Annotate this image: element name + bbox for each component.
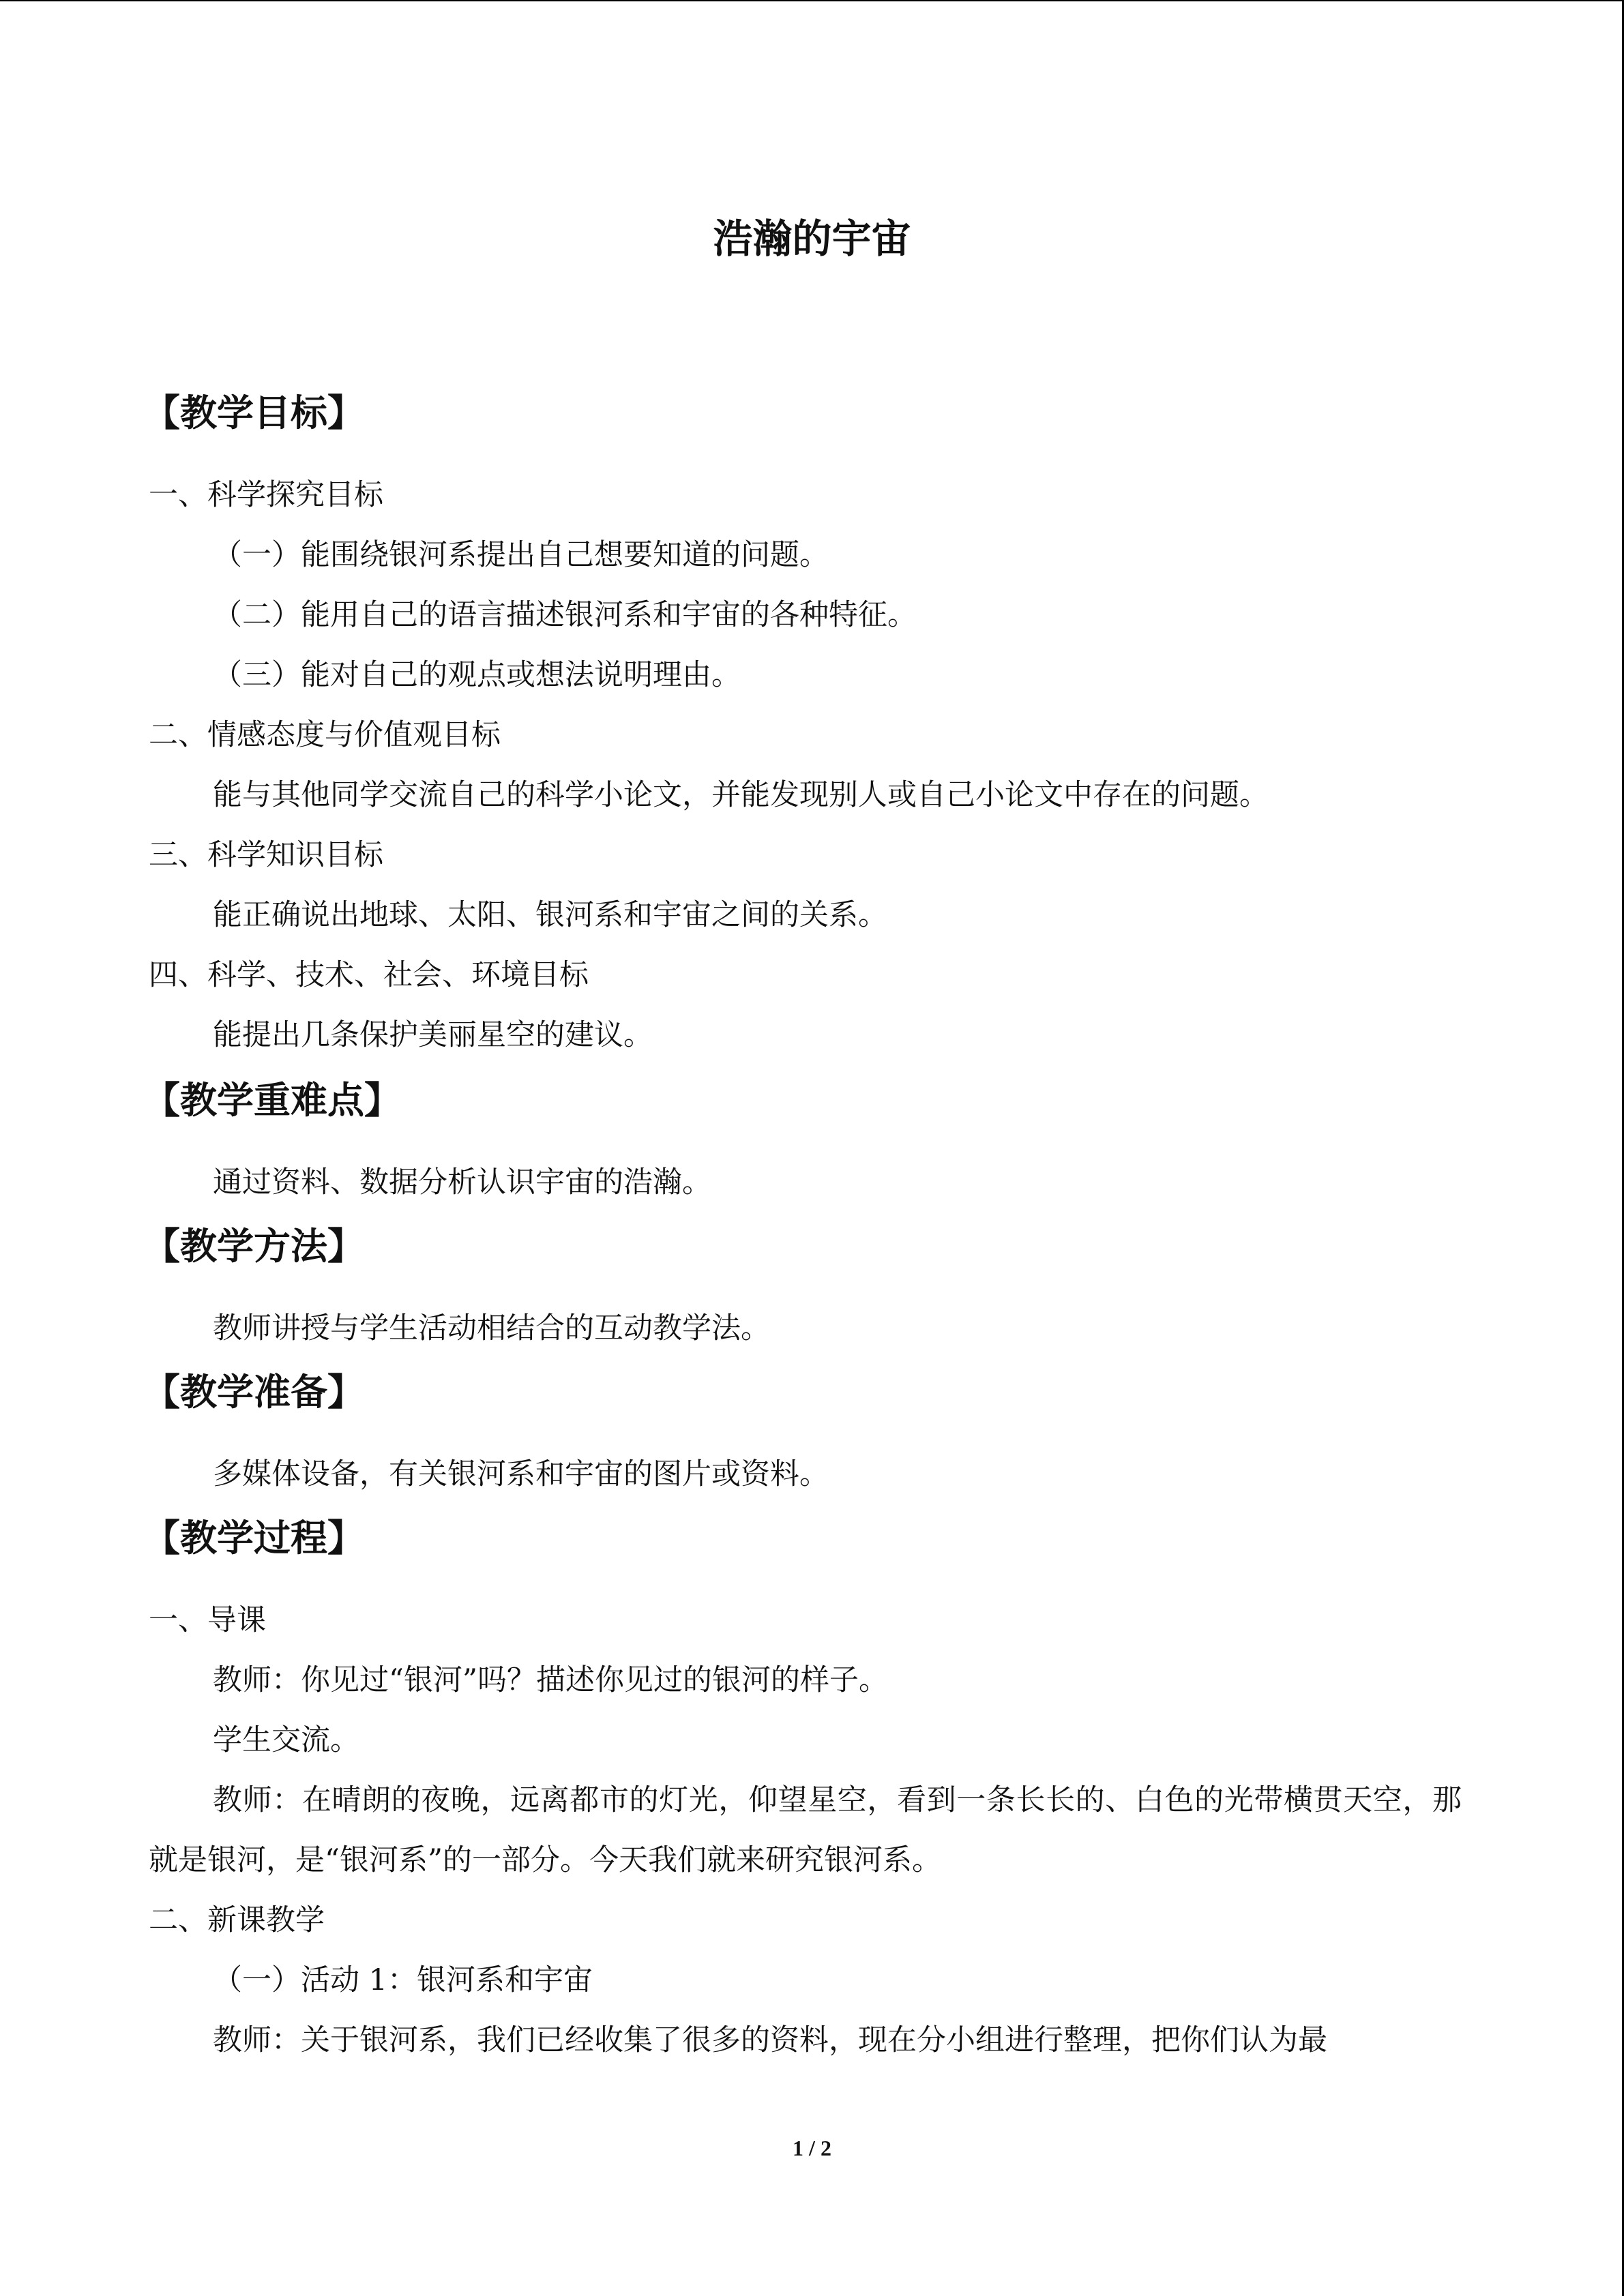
goal-science-inquiry-item-2: （二）能用自己的语言描述银河系和宇宙的各种特征。 — [213, 598, 917, 632]
goal-science-inquiry: 一、科学探究目标 — [149, 478, 383, 512]
goal-science-knowledge-text: 能正确说出地球、太阳、银河系和宇宙之间的关系。 — [213, 898, 887, 932]
teaching-preparation-text: 多媒体设备，有关银河系和宇宙的图片或资料。 — [213, 1457, 829, 1491]
document-title: 浩瀚的宇宙 — [713, 215, 911, 262]
heading-key-points: 【教学重难点】 — [143, 1079, 401, 1122]
key-points-text: 通过资料、数据分析认识宇宙的浩瀚。 — [213, 1165, 711, 1199]
goal-stse: 四、科学、技术、社会、环境目标 — [149, 958, 589, 992]
process-intro-line-2: 学生交流。 — [213, 1723, 359, 1757]
goal-attitude-values-text: 能与其他同学交流自己的科学小论文，并能发现别人或自己小论文中存在的问题。 — [213, 778, 1269, 812]
process-new-lesson: 二、新课教学 — [149, 1903, 325, 1937]
heading-teaching-goals: 【教学目标】 — [143, 391, 364, 434]
process-intro-line-1: 教师：你见过“银河”吗？描述你见过的银河的样子。 — [213, 1663, 888, 1697]
process-intro-paragraph: 教师：在晴朗的夜晚，远离都市的灯光，仰望星空，看到一条长长的、白色的光带横贯天空，那就是银河，是“银河系”的一部分。今天我们就来研究银河系。 — [149, 1783, 1462, 1877]
process-activity-1-text: 教师：关于银河系，我们已经收集了很多的资料，现在分小组进行整理，把你们认为最 — [213, 2023, 1327, 2057]
goal-stse-text: 能提出几条保护美丽星空的建议。 — [213, 1018, 653, 1052]
teaching-methods-text: 教师讲授与学生活动相结合的互动教学法。 — [213, 1311, 770, 1345]
heading-teaching-methods: 【教学方法】 — [143, 1225, 364, 1268]
goal-science-inquiry-item-3: （三）能对自己的观点或想法说明理由。 — [213, 658, 741, 692]
goal-science-inquiry-item-1: （一）能围绕银河系提出自己想要知道的问题。 — [213, 538, 829, 572]
goal-attitude-values: 二、情感态度与价值观目标 — [149, 718, 501, 752]
process-intro: 一、导课 — [149, 1603, 266, 1637]
heading-teaching-preparation: 【教学准备】 — [143, 1371, 364, 1414]
process-activity-1: （一）活动 1：银河系和宇宙 — [213, 1963, 593, 1997]
heading-teaching-process: 【教学过程】 — [143, 1517, 364, 1560]
goal-science-knowledge: 三、科学知识目标 — [149, 838, 383, 872]
page-number: 1 / 2 — [793, 2136, 831, 2160]
